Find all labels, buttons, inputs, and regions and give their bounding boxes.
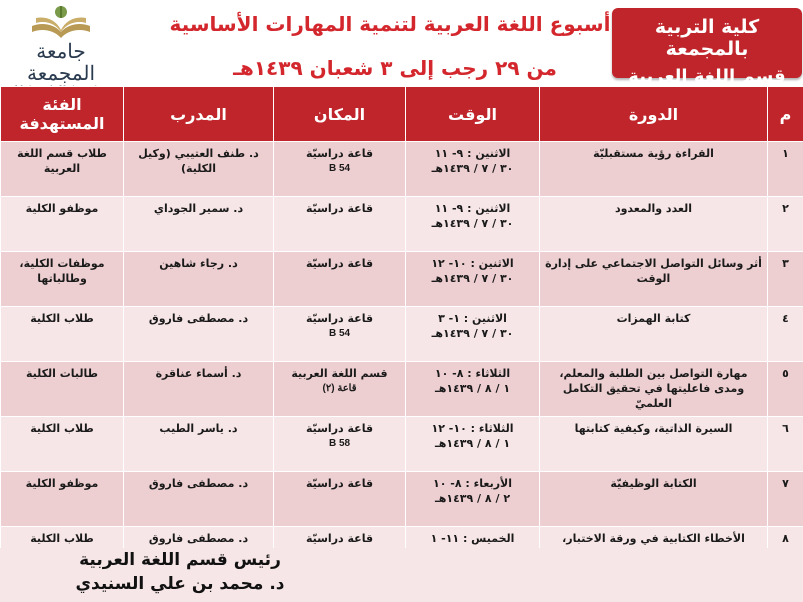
row-trainer: د. ياسر الطيب xyxy=(124,417,274,472)
table-row xyxy=(1,362,803,417)
row-audience: موظفات الكلية، وطالباتها xyxy=(1,252,124,307)
row-trainer: د. سمير الجوداي xyxy=(124,197,274,252)
table-row xyxy=(1,197,803,252)
header-num: م xyxy=(768,87,803,142)
row-time-date: ٢ / ٨ / ١٤٣٩هـ xyxy=(434,492,511,505)
logo-arabic-text: جامعة المجمعة xyxy=(26,39,96,85)
row-time xyxy=(406,142,540,197)
book-emblem-icon xyxy=(26,2,96,42)
row-time-day: الخميس : ١١- ١ xyxy=(430,532,515,545)
row-place-code: B 54 xyxy=(328,328,351,339)
table-row xyxy=(1,252,803,307)
table-row xyxy=(1,472,803,527)
university-logo xyxy=(2,2,120,85)
signature-role: رئيس قسم اللغة العربية xyxy=(79,550,281,570)
row-course: مهارة التواصل بين الطلبة والمعلم، ومدى فاعليتها في تحقيق التكامل العلميّ xyxy=(540,362,768,417)
row-course: القراءة رؤية مستقبليّة xyxy=(540,142,768,197)
row-time-date: ١ / ٨ / ١٤٣٩هـ xyxy=(434,382,511,395)
row-course: الأخطاء الكتابية في ورقة الاختبار، xyxy=(540,527,768,582)
row-place xyxy=(274,142,406,197)
row-audience: طلاب قسم اللغة العربية xyxy=(1,142,124,197)
row-trainer: د. طنف العتيبي (وكيل الكلية) xyxy=(124,142,274,197)
date-range: من ٢٩ رجب إلى ٣ شعبان ١٤٣٩هـ xyxy=(233,56,557,80)
row-time xyxy=(406,417,540,472)
row-num: ٨ xyxy=(768,527,803,582)
header-time: الوقت xyxy=(406,87,540,142)
row-place-room: قسم اللغة العربية xyxy=(291,367,388,380)
row-time-date: ٣٠ / ٧ / ١٤٣٩هـ xyxy=(431,272,514,285)
row-course: كتابة الهمزات xyxy=(540,307,768,362)
signature-name: د. محمد بن علي السنيدي xyxy=(75,574,285,594)
header xyxy=(0,0,803,86)
row-place xyxy=(274,252,406,307)
table-row xyxy=(1,142,803,197)
row-place-room: قاعة دراسيّة xyxy=(305,257,374,270)
page-title: أسبوع اللغة العربية لتنمية المهارات الأساسية xyxy=(169,12,611,36)
row-num: ٣ xyxy=(768,252,803,307)
row-num: ٧ xyxy=(768,472,803,527)
row-time-day: الاثنين : ١- ٣ xyxy=(438,312,507,325)
header-trainer: المدرب xyxy=(124,87,274,142)
row-trainer: د. مصطفى فاروق xyxy=(124,527,274,582)
row-audience: طلاب الكلية xyxy=(1,417,124,472)
row-place xyxy=(274,472,406,527)
signature-block xyxy=(50,548,310,596)
row-time-date: ٣٠ / ٧ / ١٤٣٩هـ xyxy=(431,327,514,340)
row-audience: طلاب الكلية xyxy=(1,307,124,362)
row-place xyxy=(274,417,406,472)
row-time-date: ٣٠ / ٧ / ١٤٣٩هـ xyxy=(431,162,514,175)
table-row xyxy=(1,417,803,472)
row-place-room: قاعة دراسيّة xyxy=(305,422,374,435)
row-trainer: د. أسماء عناقرة xyxy=(124,362,274,417)
row-time-day: الاثنين : ٩- ١١ xyxy=(434,202,511,215)
row-place-room: قاعة دراسيّة xyxy=(305,477,374,490)
row-place-code: B 58 xyxy=(328,438,351,449)
schedule-table xyxy=(0,86,803,582)
row-audience: طالبات الكلية xyxy=(1,362,124,417)
row-num: ٦ xyxy=(768,417,803,472)
row-place xyxy=(274,362,406,417)
row-trainer: د. مصطفى فاروق xyxy=(124,307,274,362)
row-place-room: قاعة دراسيّة xyxy=(305,147,374,160)
row-course: السيرة الذاتية، وكيفية كتابتها xyxy=(540,417,768,472)
row-time-day: الثلاثاء : ١٠- ١٢ xyxy=(431,422,514,435)
row-time-day: الأربعاء : ٨- ١٠ xyxy=(432,477,512,490)
row-num: ١ xyxy=(768,142,803,197)
row-place-room: قاعة دراسيّة xyxy=(305,202,374,215)
row-place-code: قاعة (٢) xyxy=(322,383,357,394)
row-trainer: د. مصطفى فاروق xyxy=(124,472,274,527)
college-badge xyxy=(612,8,802,87)
row-course: العدد والمعدود xyxy=(540,197,768,252)
row-place-code: B 54 xyxy=(328,163,351,174)
row-time xyxy=(406,252,540,307)
row-time xyxy=(406,197,540,252)
row-num: ٥ xyxy=(768,362,803,417)
header-place: المكان xyxy=(274,87,406,142)
row-time xyxy=(406,307,540,362)
table-header-row xyxy=(1,87,803,142)
row-place-room: قاعة دراسيّة xyxy=(305,312,374,325)
row-course: الكتابة الوظيفيّة xyxy=(540,472,768,527)
row-course: أثر وسائل التواصل الاجتماعي على إدارة الوقت xyxy=(540,252,768,307)
row-time-day: الاثنين : ٩- ١١ xyxy=(434,147,511,160)
row-time-day: الثلاثاء : ٨- ١٠ xyxy=(434,367,511,380)
row-audience: موظفو الكلية xyxy=(1,197,124,252)
row-num: ٢ xyxy=(768,197,803,252)
row-time-day: الاثنين : ١٠- ١٢ xyxy=(431,257,514,270)
row-num: ٤ xyxy=(768,307,803,362)
row-trainer: د. رجاء شاهين xyxy=(124,252,274,307)
row-audience: موظفو الكلية xyxy=(1,472,124,527)
department-name: قسم اللغة العربية xyxy=(628,66,786,87)
table-row xyxy=(1,307,803,362)
college-name: كلية التربية بالمجمعة xyxy=(654,16,760,60)
row-time-date: ٣٠ / ٧ / ١٤٣٩هـ xyxy=(431,217,514,230)
row-place-room: قاعة دراسيّة xyxy=(305,532,374,545)
header-course: الدورة xyxy=(540,87,768,142)
row-time-date: ١ / ٨ / ١٤٣٩هـ xyxy=(434,437,511,450)
row-place xyxy=(274,197,406,252)
row-time xyxy=(406,362,540,417)
row-audience: طلاب الكلية xyxy=(1,527,124,582)
header-audience: الفئة المستهدفة xyxy=(1,87,124,142)
row-place xyxy=(274,307,406,362)
row-time xyxy=(406,472,540,527)
